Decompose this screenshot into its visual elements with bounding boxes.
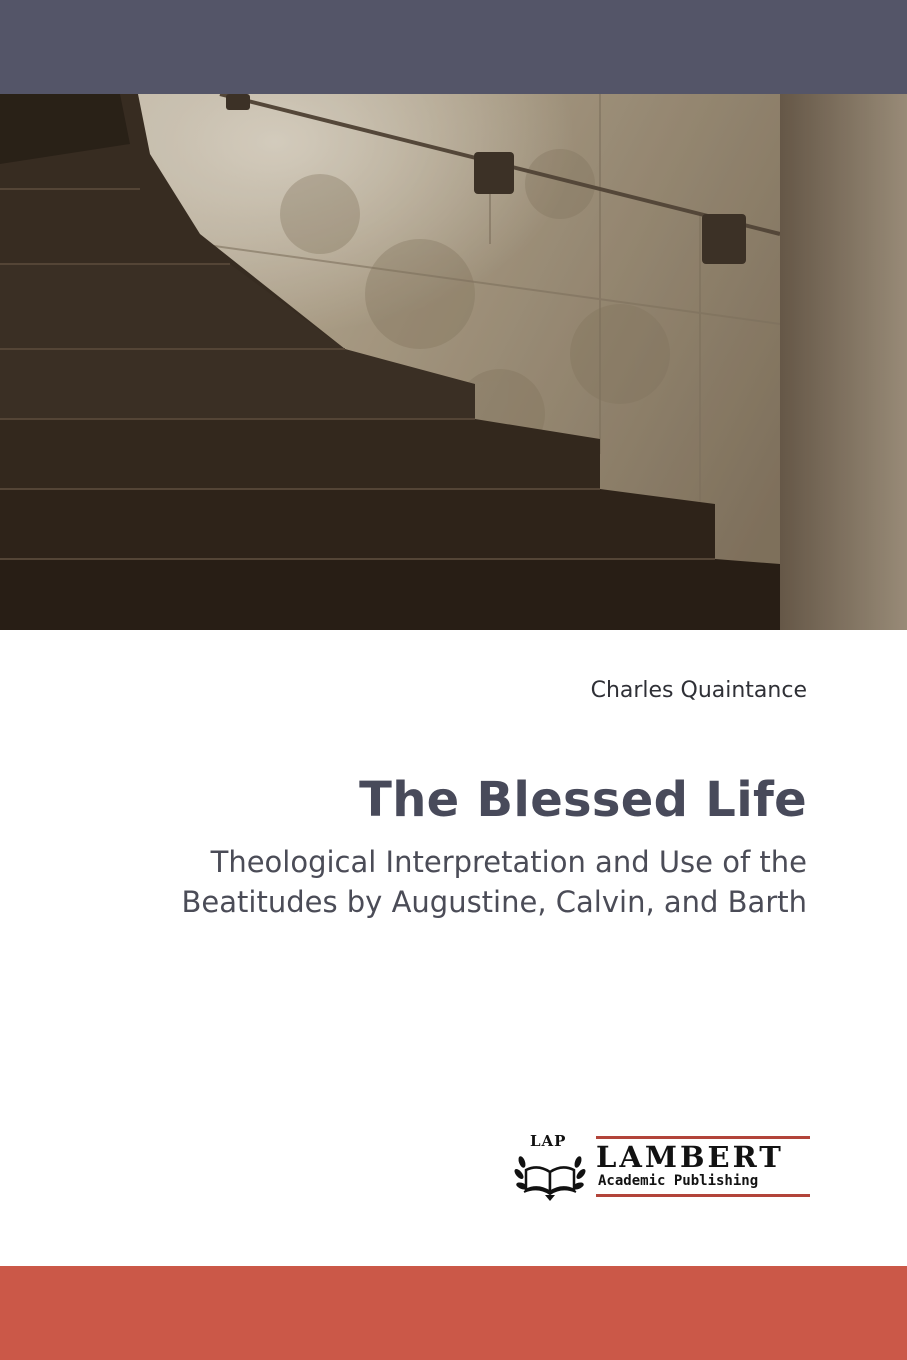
publisher-rule-bottom bbox=[596, 1194, 810, 1197]
bottom-color-band bbox=[0, 1266, 907, 1360]
publisher-name: LAMBERT bbox=[596, 1140, 784, 1174]
subtitle-line-2: Beatitudes by Augustine, Calvin, and Barth bbox=[181, 885, 807, 919]
publisher-mark-text: LAP bbox=[530, 1132, 567, 1150]
author-name: Charles Quaintance bbox=[590, 678, 807, 703]
book-title: The Blessed Life bbox=[359, 772, 807, 828]
publisher-rule-top bbox=[596, 1136, 810, 1139]
publisher-tagline: Academic Publishing bbox=[598, 1173, 759, 1189]
publisher-logo bbox=[512, 1132, 812, 1202]
subtitle-line-1: Theological Interpretation and Use of the bbox=[210, 845, 807, 879]
book-subtitle bbox=[107, 842, 807, 922]
cover-photo-staircase bbox=[0, 94, 907, 630]
top-color-band bbox=[0, 0, 907, 94]
